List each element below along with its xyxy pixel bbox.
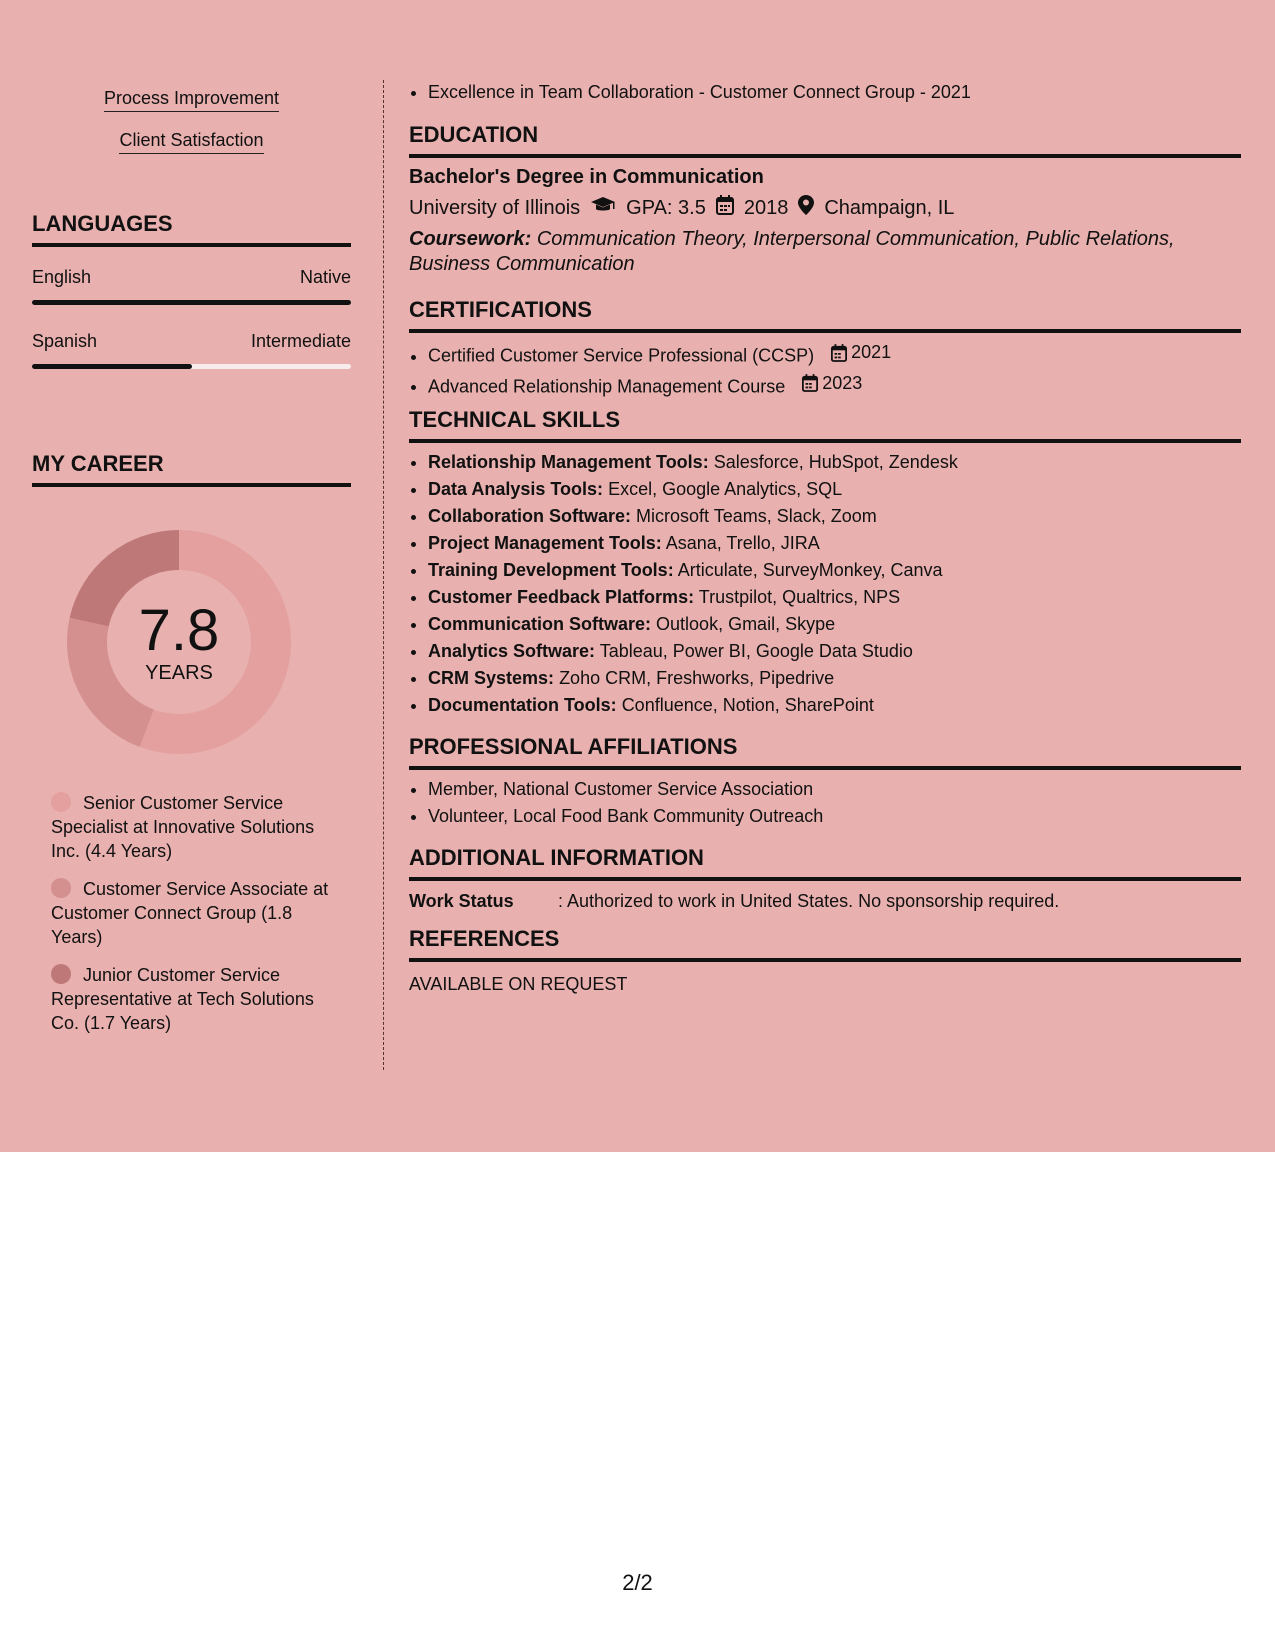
technical-skill-item [428, 584, 1241, 611]
education-section [409, 122, 1241, 277]
career-item [51, 791, 331, 863]
affiliations-section [409, 734, 1241, 830]
technical-skill-item [428, 638, 1241, 665]
section-title: LANGUAGES [32, 211, 351, 247]
education-meta [409, 195, 1241, 221]
education-location: Champaign, IL [824, 196, 955, 219]
skill-tag: Client Satisfaction [119, 130, 263, 154]
section-title: MY CAREER [32, 451, 351, 487]
technical-skill-value: Outlook, Gmail, Skype [656, 614, 836, 634]
language-name: English [32, 267, 92, 287]
calendar-icon [802, 374, 818, 392]
education-coursework [409, 227, 1241, 277]
calendar-icon [831, 344, 847, 362]
technical-skill-label: Collaboration Software: [428, 506, 632, 526]
career-total-years: 7.8 [138, 598, 220, 663]
certification-item [428, 370, 1241, 401]
technical-skill-value: Excel, Google Analytics, SQL [608, 479, 843, 499]
proficiency-fill [32, 364, 192, 369]
location-pin-icon [798, 195, 814, 221]
affiliation-item: • Member, National Customer Service Association [428, 776, 1241, 803]
language-level: Native [299, 267, 351, 287]
proficiency-bar [32, 300, 351, 305]
technical-skill-value: Asana, Trello, JIRA [665, 533, 820, 553]
skill-tag-list [32, 88, 351, 154]
language-name: Spanish [32, 331, 98, 351]
technical-skill-item [428, 692, 1241, 719]
section-title: ADDITIONAL INFORMATION [409, 845, 1241, 881]
calendar-icon [716, 195, 734, 221]
section-title: PROFESSIONAL AFFILIATIONS [409, 734, 1241, 770]
technical-skill-value: Salesforce, HubSpot, Zendesk [713, 452, 958, 472]
column-divider [383, 80, 384, 1070]
section-title: CERTIFICATIONS [409, 297, 1241, 333]
additional-info-section [409, 845, 1241, 912]
certification-name: Advanced Relationship Management Course [428, 376, 786, 396]
certification-item [428, 339, 1241, 370]
references-value: AVAILABLE ON REQUEST [409, 974, 628, 994]
affiliation-item: • Volunteer, Local Food Bank Community Outreach [428, 803, 1241, 830]
certifications-section [409, 297, 1241, 400]
section-title: EDUCATION [409, 122, 1241, 158]
technical-skills-list [409, 449, 1241, 719]
technical-skill-label: Analytics Software: [428, 641, 596, 661]
additional-info-label: Work Status [409, 891, 514, 911]
section-title: TECHNICAL SKILLS [409, 407, 1241, 443]
proficiency-fill [32, 300, 351, 305]
technical-skill-item [428, 665, 1241, 692]
technical-skill-value: Trustpilot, Qualtrics, NPS [698, 587, 901, 607]
language-item [32, 267, 351, 305]
technical-skill-item [428, 530, 1241, 557]
career-item [51, 963, 331, 1035]
graduation-cap-icon [590, 196, 616, 220]
certification-year: 2021 [851, 342, 892, 362]
coursework-label: Coursework: [409, 228, 532, 250]
education-year: 2018 [743, 196, 789, 219]
career-donut-chart [64, 527, 294, 757]
section-title: REFERENCES [409, 926, 1241, 962]
career-legend [32, 791, 351, 1035]
language-level: Intermediate [250, 331, 351, 351]
legend-dot [51, 792, 71, 812]
technical-skill-label: Documentation Tools: [428, 695, 617, 715]
certification-name: Certified Customer Service Professional (CCSP) [428, 345, 815, 366]
career-section [32, 451, 351, 1049]
education-school: University of Illinois [409, 196, 581, 219]
technical-skill-value: Articulate, SurveyMonkey, Canva [677, 560, 943, 580]
proficiency-bar [32, 364, 351, 369]
technical-skill-label: Communication Software: [428, 614, 652, 634]
career-total-unit: YEARS [145, 662, 213, 684]
language-item [32, 331, 351, 369]
references-section [409, 926, 1241, 995]
career-item-text: Customer Service Associate at Customer Connect Group (1.8 Years) [51, 879, 329, 947]
career-item-text: Senior Customer Service Specialist at Innovative Solutions Inc. (4.4 Years) [51, 793, 315, 861]
technical-skill-label: Customer Feedback Platforms: [428, 587, 695, 607]
education-degree: Bachelor's Degree in Communication [409, 166, 764, 188]
languages-section [32, 211, 351, 369]
coursework-list: Communication Theory, Interpersonal Communication, Public Relations, Business Communication [409, 228, 1175, 275]
skill-tag: Process Improvement [104, 88, 279, 112]
technical-skill-item [428, 476, 1241, 503]
technical-skill-value: Microsoft Teams, Slack, Zoom [636, 506, 877, 526]
technical-skill-item [428, 449, 1241, 476]
education-gpa: GPA: 3.5 [626, 196, 706, 219]
technical-skill-label: Relationship Management Tools: [428, 452, 709, 472]
career-item [51, 877, 331, 949]
technical-skills-section [409, 407, 1241, 719]
awards-list [409, 79, 1260, 106]
technical-skill-item [428, 611, 1241, 638]
technical-skill-label: Data Analysis Tools: [428, 479, 604, 499]
technical-skill-label: Project Management Tools: [428, 533, 662, 553]
page-number: 2/2 [622, 1570, 653, 1595]
technical-skill-value: Tableau, Power BI, Google Data Studio [599, 641, 913, 661]
award-item: • Excellence in Team Collaboration - Customer Connect Group - 2021 [428, 79, 1260, 106]
technical-skill-value: Zoho CRM, Freshworks, Pipedrive [559, 668, 835, 688]
technical-skill-item [428, 557, 1241, 584]
career-item-text: Junior Customer Service Representative at Tech Solutions Co. (1.7 Years) [51, 965, 314, 1033]
technical-skill-label: CRM Systems: [428, 668, 555, 688]
legend-dot [51, 964, 71, 984]
technical-skill-item [428, 503, 1241, 530]
technical-skill-value: Confluence, Notion, SharePoint [621, 695, 874, 715]
legend-dot [51, 878, 71, 898]
certification-year: 2023 [822, 372, 863, 393]
additional-info-value: : Authorized to work in United States. No sponsorship required. [558, 891, 1060, 911]
technical-skill-label: Training Development Tools: [428, 560, 674, 580]
